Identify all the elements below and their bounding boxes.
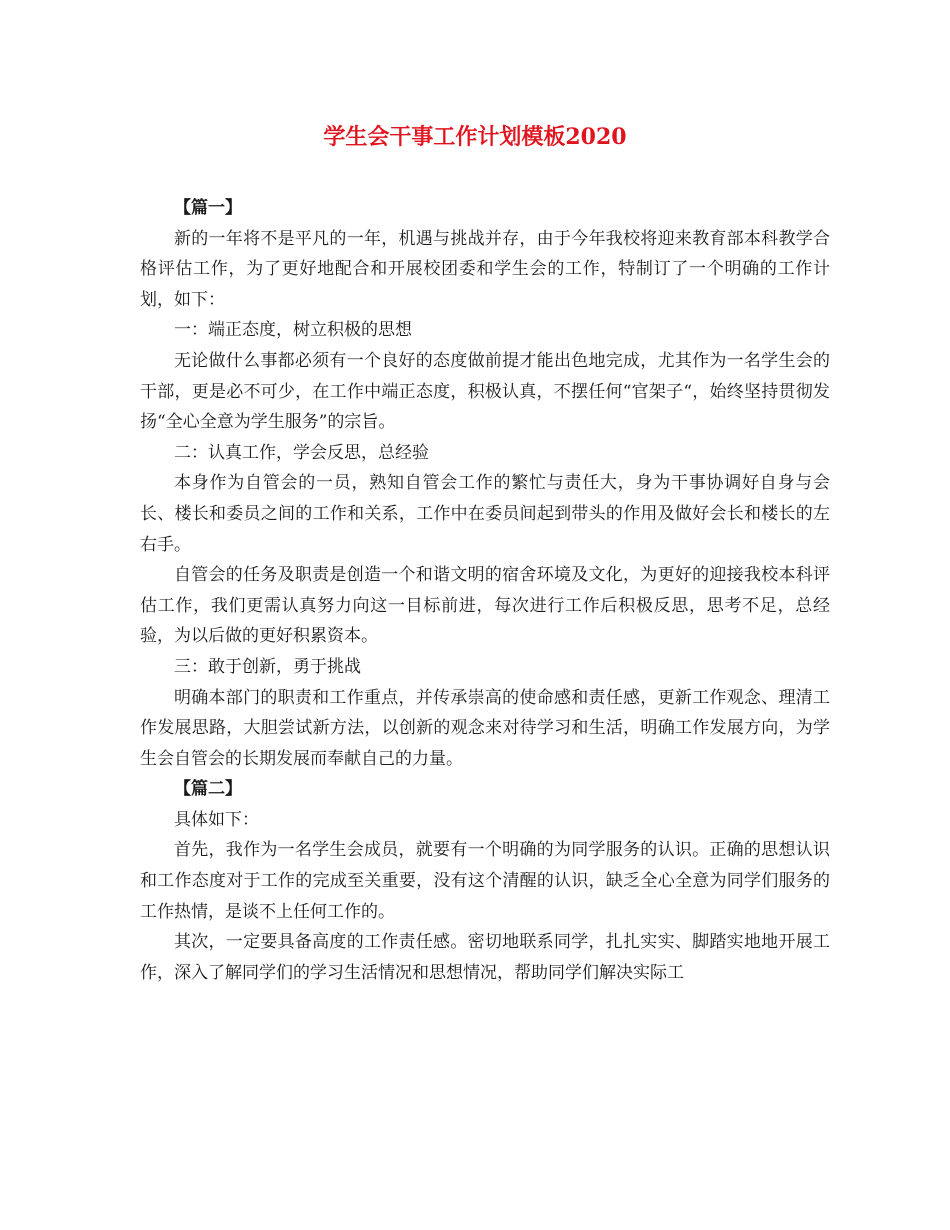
subheading: 一：端正态度，树立积极的思想 xyxy=(174,320,412,341)
subheading: 三：敢于创新，勇于挑战 xyxy=(174,656,361,677)
section-heading-2: 【篇二】 xyxy=(174,779,242,800)
paragraph: 本身作为自管会的一员，熟知自管会工作的繁忙与责任大，身为干事协调好自身与会长、楼长和委员之间的工作和关系，工作中在委员间起到带头的作用及做好会长和楼长的左右手。 xyxy=(140,473,830,555)
paragraph: 新的一年将不是平凡的一年，机遇与挑战并存，由于今年我校将迎来教育部本科教学合格评估工作，为了更好地配合和开展校团委和学生会的工作，特制订了一个明确的工作计划，如下： xyxy=(140,228,830,310)
subheading: 二：认真工作，学会反思，总经验 xyxy=(174,442,429,463)
paragraph: 具体如下： xyxy=(174,809,259,830)
paragraph: 明确本部门的职责和工作重点，并传承崇高的使命感和责任感，更新工作观念、理清工作发展思路，大胆尝试新方法，以创新的观念来对待学习和生活，明确工作发展方向，为学生会自管会的长期发展而奉献自己的力量。 xyxy=(140,687,830,769)
paragraph: 首先，我作为一名学生会成员，就要有一个明确的为同学服务的认识。正确的思想认识和工作态度对于工作的完成至关重要，没有这个清醒的认识，缺乏全心全意为同学们服务的工作热情，是谈不上任何工作的。 xyxy=(140,840,830,922)
paragraph: 其次，一定要具备高度的工作责任感。密切地联系同学，扎扎实实、脚踏实地地开展工作，深入了解同学们的学习生活情况和思想情况，帮助同学们解决实际工 xyxy=(140,932,830,983)
document-title: 学生会干事工作计划模板2020 xyxy=(323,124,627,150)
paragraph: 无论做什么事都必须有一个良好的态度做前提才能出色地完成，尤其作为一名学生会的干部，更是必不可少，在工作中端正态度，积极认真，不摆任何“官架子“，始终坚持贯彻发扬“全心全意为学生服务”的宗旨。 xyxy=(140,350,830,433)
document-body xyxy=(140,193,830,988)
section-heading-1: 【篇一】 xyxy=(174,198,242,218)
paragraph: 自管会的任务及职责是创造一个和谐文明的宿舍环境及文化，为更好的迎接我校本科评估工作，我们更需认真努力向这一目标前进，每次进行工作后积极反思，思考不足，总经验，为以后做的更好积累资本。 xyxy=(140,565,830,647)
